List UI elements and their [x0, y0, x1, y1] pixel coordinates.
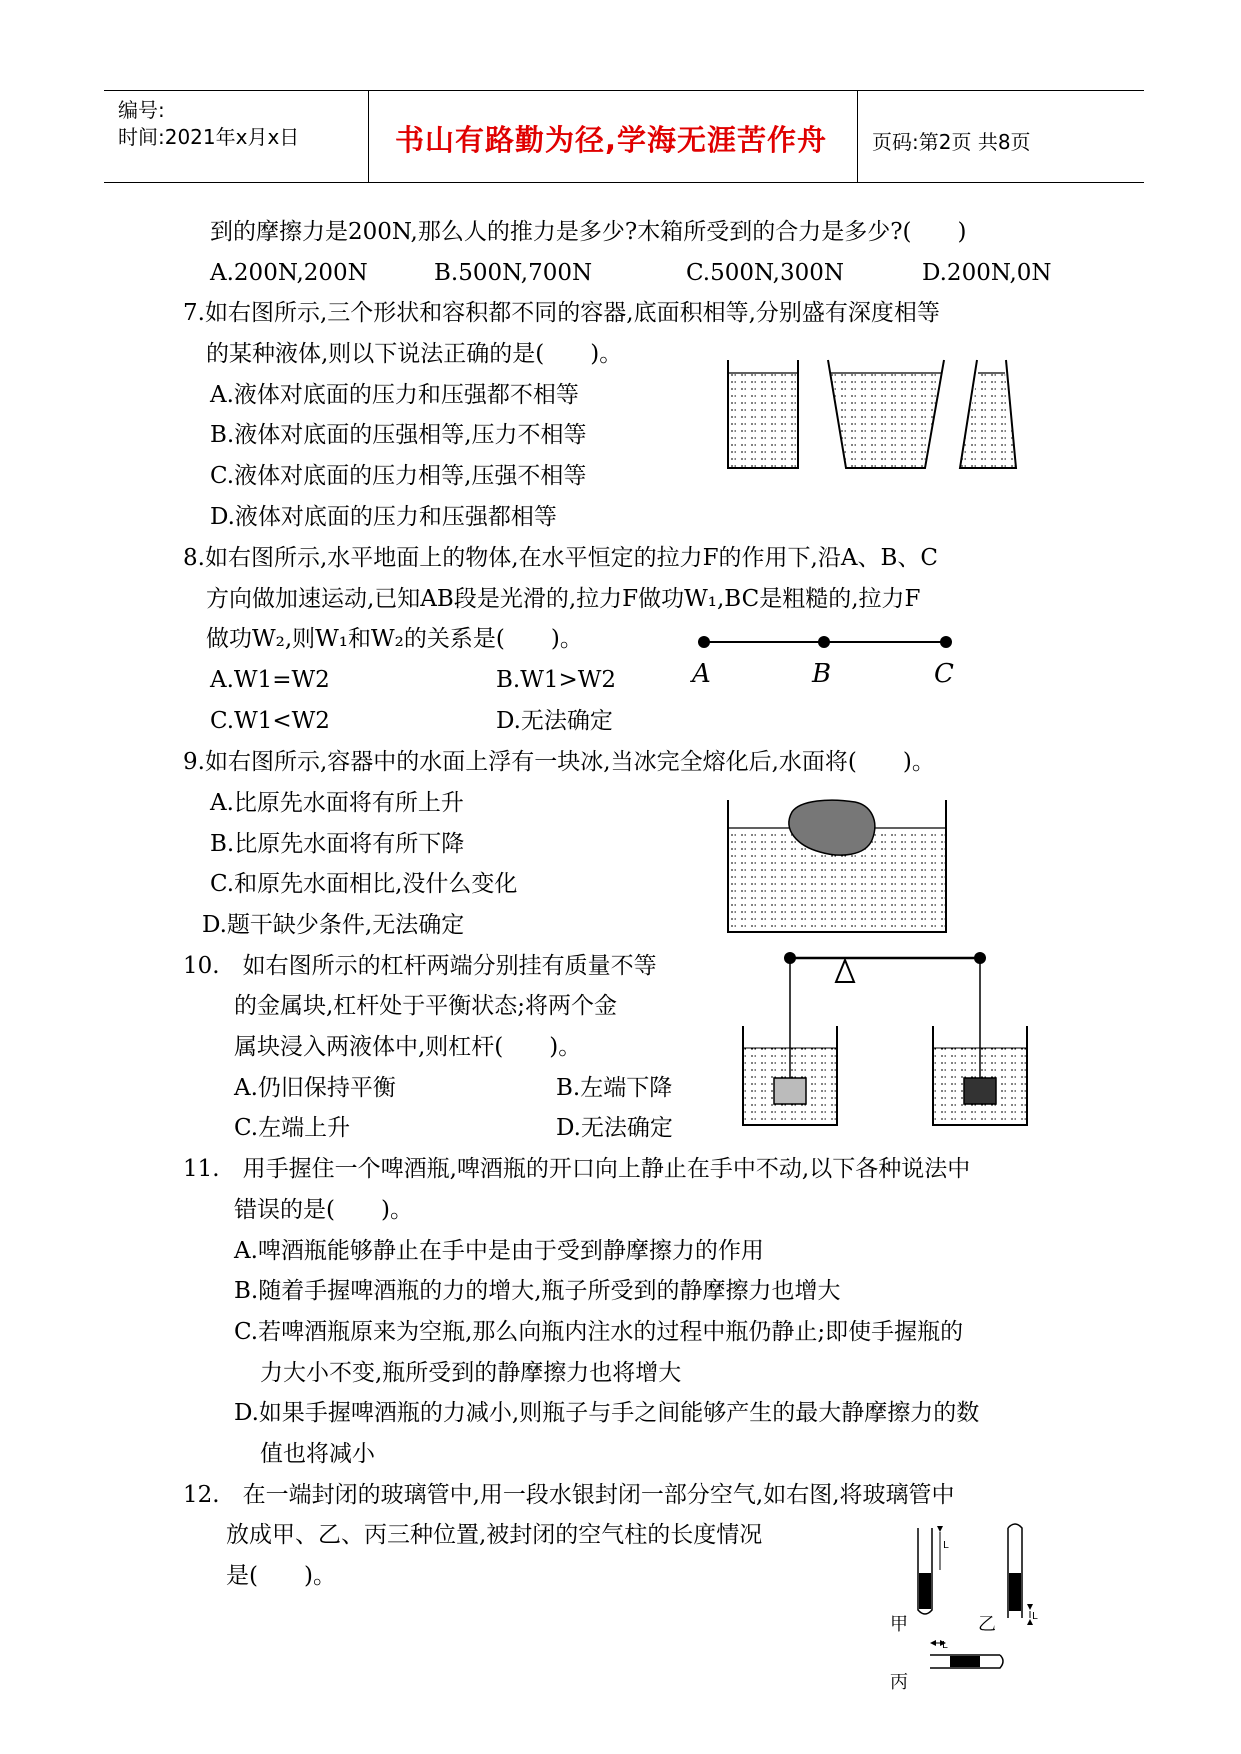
- header-divider-right: [857, 90, 858, 182]
- q11-option-a: A.啤酒瓶能够静止在手中是由于受到静摩擦力的作用: [234, 1238, 764, 1264]
- tube-yi: [1008, 1524, 1038, 1625]
- q9-option-c: C.和原先水面相比,没什么变化: [210, 871, 518, 897]
- q8-option-a: A.W1=W2: [210, 667, 330, 693]
- q8-line3: 做功W₂,则W₁和W₂的关系是( )。: [206, 626, 583, 652]
- container-wide-top: [828, 360, 944, 468]
- q11-option-c-line2: 力大小不变,瓶所受到的静摩擦力也将增大: [260, 1360, 682, 1386]
- q7-option-c: C.液体对底面的压力相等,压强不相等: [210, 463, 587, 489]
- point-b-label: B: [812, 659, 832, 689]
- lever-figure: [740, 948, 1040, 1133]
- q6-option-a: A.200N,200N: [210, 260, 368, 286]
- q7-option-d: D.液体对底面的压力和压强都相等: [210, 504, 557, 530]
- q12-line1: 12. 在一端封闭的玻璃管中,用一段水银封闭一部分空气,如右图,将玻璃管中: [183, 1482, 955, 1508]
- container-straight: [728, 360, 798, 468]
- svg-text:L: L: [1032, 1611, 1038, 1622]
- q7-line2: 的某种液体,则以下说法正确的是( )。: [206, 341, 623, 367]
- label-jia: 甲: [890, 1614, 908, 1635]
- label-yi: 乙: [978, 1614, 996, 1635]
- q6-option-c: C.500N,300N: [686, 260, 844, 286]
- q6-line1: 到的摩擦力是200N,那么人的推力是多少?木箱所受到的合力是多少?( ): [210, 219, 967, 245]
- tube-jia: [918, 1526, 949, 1614]
- label-bing: 丙: [890, 1672, 908, 1693]
- point-a-label: A: [692, 659, 711, 689]
- q9-line1: 9.如右图所示,容器中的水面上浮有一块冰,当冰完全熔化后,水面将( )。: [183, 749, 935, 775]
- q7-line1: 7.如右图所示,三个形状和容积都不同的容器,底面积相等,分别盛有深度相等: [183, 300, 940, 326]
- q9-option-d: D.题干缺少条件,无法确定: [202, 912, 465, 938]
- q7-option-b: B.液体对底面的压强相等,压力不相等: [210, 422, 587, 448]
- q9-option-a: A.比原先水面将有所上升: [210, 790, 464, 816]
- header-divider-left: [368, 90, 369, 182]
- abc-line-figure: [690, 630, 970, 690]
- q11-line1: 11. 用手握住一个啤酒瓶,啤酒瓶的开口向上静止在手中不动,以下各种说法中: [183, 1156, 971, 1182]
- q11-line2: 错误的是( )。: [234, 1197, 413, 1223]
- ice-in-water-figure: [720, 790, 960, 940]
- svg-text:L: L: [943, 1540, 949, 1551]
- fulcrum: [836, 960, 854, 982]
- q6-option-b: B.500N,700N: [434, 260, 593, 286]
- q8-line2: 方向做加速运动,已知AB段是光滑的,拉力F做功W₁,BC是粗糙的,拉力F: [206, 586, 921, 612]
- q12-line3: 是( )。: [226, 1563, 336, 1589]
- q11-option-b: B.随着手握啤酒瓶的力的增大,瓶子所受到的静摩擦力也增大: [234, 1278, 841, 1304]
- svg-text:L: L: [942, 1640, 948, 1651]
- q11-option-d-line2: 值也将减小: [260, 1441, 375, 1467]
- q11-option-d-line1: D.如果手握啤酒瓶的力减小,则瓶子与手之间能够产生的最大静摩擦力的数: [234, 1400, 980, 1426]
- point-c-label: C: [934, 659, 954, 689]
- q8-option-b: B.W1>W2: [496, 667, 617, 693]
- q6-option-d: D.200N,0N: [922, 260, 1052, 286]
- q8-option-d: D.无法确定: [496, 708, 613, 734]
- q7-option-a: A.液体对底面的压力和压强都不相等: [210, 382, 579, 408]
- header-motto: 书山有路勤为径,学海无涯苦作舟: [395, 123, 828, 157]
- q12-line2: 放成甲、乙、丙三种位置,被封闭的空气柱的长度情况: [226, 1522, 763, 1548]
- q8-option-c: C.W1<W2: [210, 708, 330, 734]
- q9-option-b: B.比原先水面将有所下降: [210, 831, 465, 857]
- glass-tubes-figure: [880, 1518, 1080, 1718]
- q8-line1: 8.如右图所示,水平地面上的物体,在水平恒定的拉力F的作用下,沿A、B、C: [183, 545, 938, 571]
- q10-line2: 的金属块,杠杆处于平衡状态;将两个金: [234, 993, 618, 1019]
- q10-option-c: C.左端上升: [234, 1115, 351, 1141]
- header-bottom-rule: [104, 182, 1144, 183]
- page-info: 页码:第2页 共8页: [872, 130, 1031, 154]
- q11-option-c-line1: C.若啤酒瓶原来为空瓶,那么向瓶内注水的过程中瓶仍静止;即使手握瓶的: [234, 1319, 964, 1345]
- header-top-rule: [104, 90, 1144, 91]
- q10-line1: 10. 如右图所示的杠杆两端分别挂有质量不等: [183, 953, 657, 979]
- time-label: 时间:2021年x月x日: [118, 125, 300, 149]
- container-narrow-top: [960, 360, 1016, 468]
- q10-line3: 属块浸入两液体中,则杠杆( )。: [234, 1034, 582, 1060]
- three-containers-figure: [720, 358, 1040, 478]
- tube-bing: [930, 1640, 1003, 1668]
- serial-label: 编号:: [118, 98, 165, 122]
- q10-option-b: B.左端下降: [556, 1075, 673, 1101]
- q10-option-d: D.无法确定: [556, 1115, 673, 1141]
- q10-option-a: A.仍旧保持平衡: [234, 1075, 396, 1101]
